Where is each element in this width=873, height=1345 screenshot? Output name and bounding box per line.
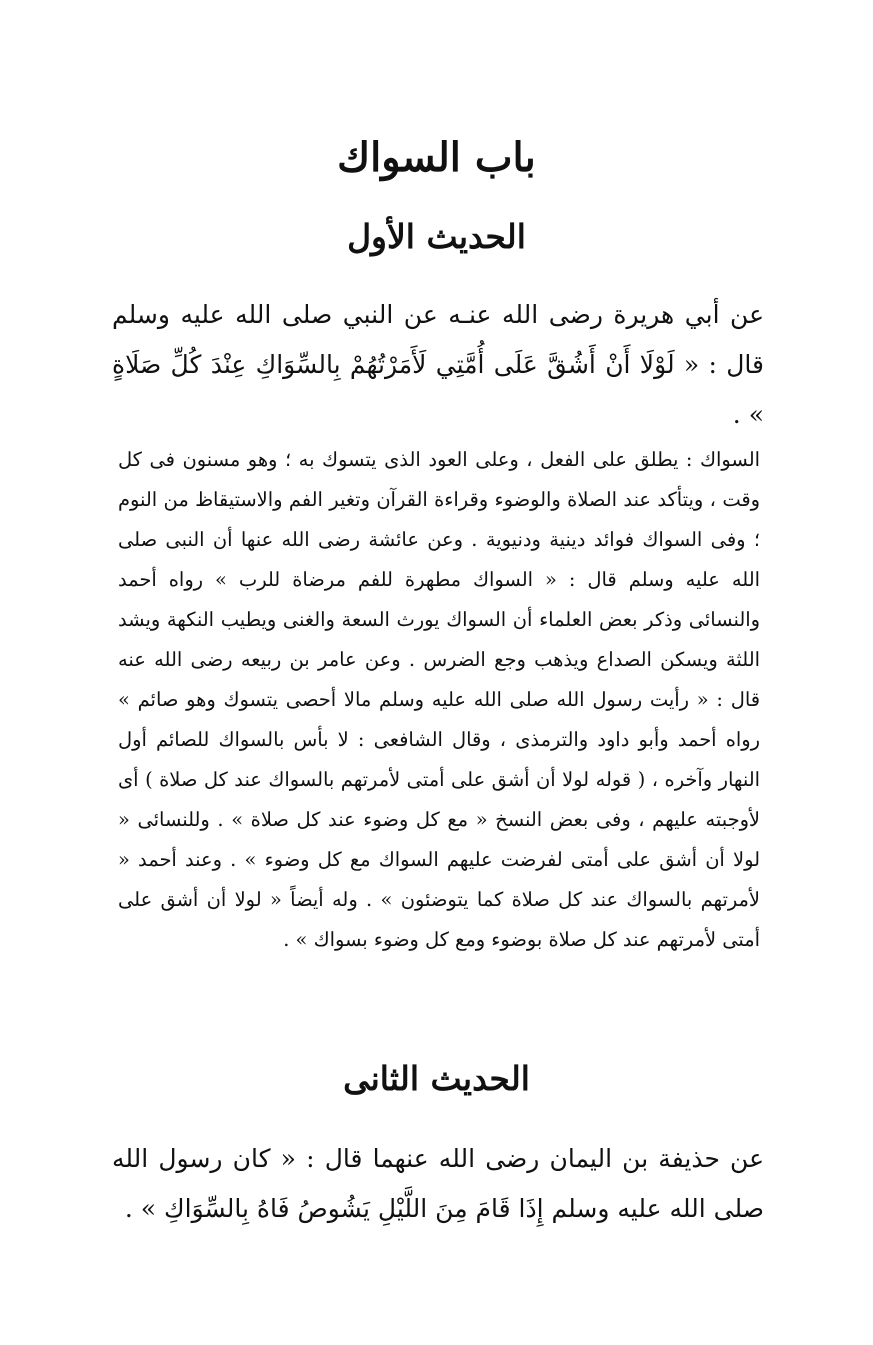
- commentary-paragraph: [118, 440, 760, 960]
- hadith-1-text: عن أبي هريرة رضى الله عنـه عن النبي صلى الله عليه وسلم قال : « لَوْلَا أَنْ أَشُقَّ عَلَى أُمَّتِي لَأَمَرْتُهُمْ بِالسِّوَاكِ عِنْدَ كُلِّ صَلَاةٍ » .: [112, 300, 764, 429]
- commentary-text: السواك : يطلق على الفعل ، وعلى العود الذى يتسوك به ؛ وهو مسنون فى كل وقت ، ويتأكد عند الصلاة والوضوء وقراءة القرآن وتغير الفم والاستيقاظ من النوم ؛ وفى السواك فوائد دينية ودنيوية . وعن عائشة رضى الله عنها أن النبى صلى الله عليه وسلم قال : « السواك مطهرة للفم مرضاة للرب » رواه أحمد والنسائى وذكر بعض العلماء أن السواك يورث السعة والغنى ويطيب النكهة ويشد اللثة ويسكن الصداع ويذهب وجع الضرس . وعن عامر بن ربيعه رضى الله عنه قال : « رأيت رسول الله صلى الله عليه وسلم مالا أحصى يتسوك وهو صائم » رواه أحمد وأبو داود والترمذى ، وقال الشافعى : لا بأس بالسواك للصائم أول النهار وآخره ، ( قوله لولا أن أشق على أمتى لأمرتهم بالسواك عند كل صلاة ) أى لأوجبته عليهم ، وفى بعض النسخ « مع كل وضوء عند كل صلاة » . وللنسائى « لولا أن أشق على أمتى لفرضت عليهم السواك مع كل وضوء » . وعند أحمد « لأمرتهم بالسواك عند كل صلاة كما يتوضئون » . وله أيضاً « لولا أن أشق على أمتى لأمرتهم عند كل صلاة بوضوء ومع كل وضوء بسواك » .: [118, 448, 760, 951]
- hadith-2-text: عن حذيفة بن اليمان رضى الله عنهما قال : « كان رسول الله صلى الله عليه وسلم إِذَا قَامَ مِنَ اللَّيْلِ يَشُوصُ فَاهُ بِالسِّوَاكِ » .: [112, 1144, 764, 1223]
- hadith-1-heading: الحديث الأول: [347, 217, 526, 256]
- chapter-title: باب السواك: [337, 134, 536, 181]
- hadith-2-heading: الحديث الثانى: [343, 1059, 530, 1098]
